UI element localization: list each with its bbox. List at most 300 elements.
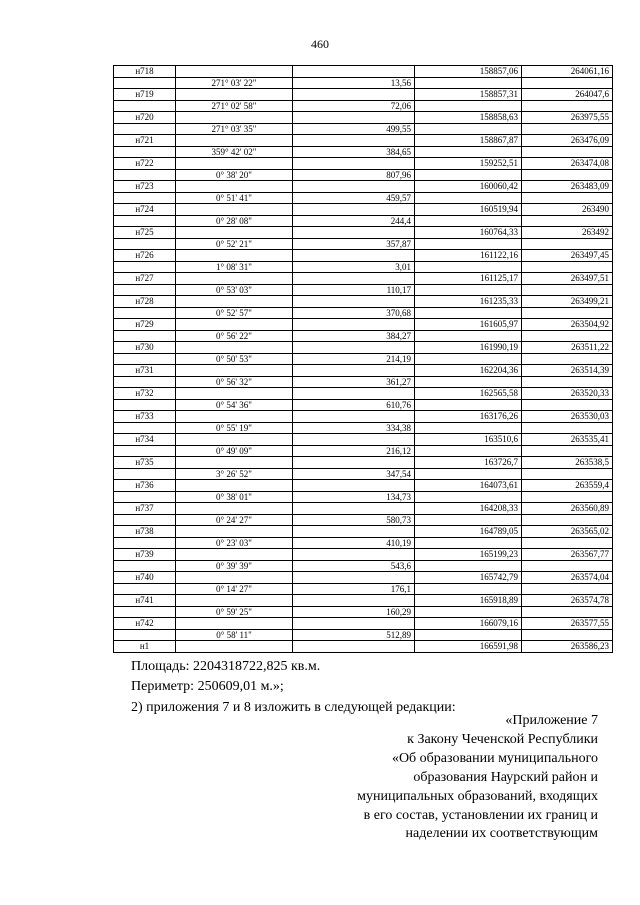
angle-cell: 271° 03' 35" [176,123,293,135]
distance-cell [293,641,415,653]
x-coordinate-cell [415,261,522,273]
x-coordinate-cell: 161605,97 [415,319,522,331]
x-coordinate-cell: 161125,17 [415,273,522,285]
distance-cell: 410,19 [293,537,415,549]
angle-cell: 0° 56' 32" [176,376,293,388]
y-coordinate-cell: 264061,16 [522,66,613,78]
distance-cell [293,618,415,630]
point-cell [114,77,176,89]
distance-cell [293,273,415,285]
x-coordinate-cell [415,468,522,480]
distance-cell [293,89,415,101]
distance-cell [293,365,415,377]
perimeter-text: Периметр: 250609,01 м.»; [131,679,284,694]
y-coordinate-cell: 263514,39 [522,365,613,377]
distance-cell: 134,73 [293,491,415,503]
table-row [114,307,613,319]
angle-cell: 0° 23' 03" [176,537,293,549]
y-coordinate-cell [522,629,613,641]
y-coordinate-cell: 263520,33 [522,388,613,400]
table-row [114,629,613,641]
y-coordinate-cell [522,560,613,572]
x-coordinate-cell: 165918,89 [415,595,522,607]
angle-cell [176,365,293,377]
point-cell [114,169,176,181]
distance-cell: 334,38 [293,422,415,434]
point-cell [114,376,176,388]
y-coordinate-cell: 263586,23 [522,641,613,653]
angle-cell [176,503,293,515]
y-coordinate-cell [522,399,613,411]
x-coordinate-cell: 166591,98 [415,641,522,653]
angle-cell: 0° 39' 39" [176,560,293,572]
table-row [114,77,613,89]
point-cell [114,468,176,480]
y-coordinate-cell [522,537,613,549]
distance-cell: 244,4 [293,215,415,227]
y-coordinate-cell [522,445,613,457]
point-cell [114,560,176,572]
y-coordinate-cell: 263565,02 [522,526,613,538]
angle-cell: 0° 53' 03" [176,284,293,296]
x-coordinate-cell: 164073,61 [415,480,522,492]
point-cell: н740 [114,572,176,584]
y-coordinate-cell [522,77,613,89]
y-coordinate-cell: 263476,09 [522,135,613,147]
x-coordinate-cell: 161990,19 [415,342,522,354]
table-row [114,537,613,549]
distance-cell [293,480,415,492]
distance-cell [293,457,415,469]
angle-cell: 0° 59' 25" [176,606,293,618]
angle-cell [176,250,293,262]
y-coordinate-cell: 263497,51 [522,273,613,285]
angle-cell [176,572,293,584]
point-cell [114,261,176,273]
distance-cell [293,595,415,607]
table-row [114,66,613,78]
distance-cell [293,135,415,147]
table-row [114,572,613,584]
angle-cell [176,296,293,308]
distance-cell [293,549,415,561]
x-coordinate-cell [415,560,522,572]
point-cell: н730 [114,342,176,354]
point-cell: н722 [114,158,176,170]
table-row [114,422,613,434]
y-coordinate-cell: 263577,55 [522,618,613,630]
y-coordinate-cell [522,353,613,365]
table-row [114,434,613,446]
y-coordinate-cell: 263567,77 [522,549,613,561]
page-number: 460 [311,37,329,51]
table-row [114,526,613,538]
angle-cell: 0° 55' 19" [176,422,293,434]
y-coordinate-cell [522,468,613,480]
x-coordinate-cell [415,330,522,342]
x-coordinate-cell: 161122,16 [415,250,522,262]
x-coordinate-cell: 162565,58 [415,388,522,400]
y-coordinate-cell: 263511,22 [522,342,613,354]
point-cell [114,514,176,526]
x-coordinate-cell: 166079,16 [415,618,522,630]
distance-cell: 216,12 [293,445,415,457]
x-coordinate-cell: 160764,33 [415,227,522,239]
angle-cell [176,526,293,538]
x-coordinate-cell [415,445,522,457]
point-cell [114,238,176,250]
amendment-text: 2) приложения 7 и 8 изложить в следующей редакции: [131,700,456,715]
y-coordinate-cell [522,514,613,526]
distance-cell: 214,19 [293,353,415,365]
table-row [114,491,613,503]
x-coordinate-cell [415,376,522,388]
distance-cell: 3,01 [293,261,415,273]
x-coordinate-cell: 163176,26 [415,411,522,423]
table-row [114,342,613,354]
point-cell: н734 [114,434,176,446]
table-row [114,89,613,101]
table-row [114,204,613,216]
y-coordinate-cell: 263560,89 [522,503,613,515]
table-row [114,319,613,331]
point-cell [114,192,176,204]
point-cell: н737 [114,503,176,515]
distance-cell [293,342,415,354]
distance-cell: 160,29 [293,606,415,618]
table-row [114,457,613,469]
table-row [114,158,613,170]
x-coordinate-cell [415,537,522,549]
distance-cell [293,388,415,400]
table-row [114,606,613,618]
point-cell: н719 [114,89,176,101]
y-coordinate-cell: 263483,09 [522,181,613,193]
point-cell [114,353,176,365]
y-coordinate-cell [522,238,613,250]
x-coordinate-cell: 165742,79 [415,572,522,584]
y-coordinate-cell: 264047,6 [522,89,613,101]
table-row [114,146,613,158]
y-coordinate-cell [522,307,613,319]
distance-cell: 512,89 [293,629,415,641]
table-row [114,227,613,239]
point-cell: н724 [114,204,176,216]
angle-cell: 271° 02' 58" [176,100,293,112]
angle-cell [176,388,293,400]
x-coordinate-cell: 162204,36 [415,365,522,377]
appendix-line: к Закону Чеченской Республики [407,731,598,747]
distance-cell [293,227,415,239]
x-coordinate-cell: 163510,6 [415,434,522,446]
point-cell [114,284,176,296]
angle-cell [176,457,293,469]
point-cell: н733 [114,411,176,423]
angle-cell [176,89,293,101]
point-cell: н727 [114,273,176,285]
x-coordinate-cell [415,169,522,181]
distance-cell [293,411,415,423]
angle-cell: 0° 52' 57" [176,307,293,319]
x-coordinate-cell [415,629,522,641]
x-coordinate-cell: 165199,23 [415,549,522,561]
distance-cell: 580,73 [293,514,415,526]
table-row [114,365,613,377]
y-coordinate-cell: 263474,08 [522,158,613,170]
point-cell [114,330,176,342]
distance-cell: 361,27 [293,376,415,388]
angle-cell: 0° 28' 08" [176,215,293,227]
angle-cell [176,66,293,78]
point-cell: н721 [114,135,176,147]
table-row [114,250,613,262]
point-cell: н726 [114,250,176,262]
angle-cell: 0° 56' 22" [176,330,293,342]
point-cell [114,100,176,112]
angle-cell: 271° 03' 22" [176,77,293,89]
angle-cell: 0° 51' 41" [176,192,293,204]
x-coordinate-cell: 164208,33 [415,503,522,515]
table-row [114,273,613,285]
angle-cell [176,411,293,423]
appendix-line: муниципальных образований, входящих [357,788,598,804]
y-coordinate-cell: 263574,78 [522,595,613,607]
y-coordinate-cell: 263530,03 [522,411,613,423]
table-row [114,583,613,595]
x-coordinate-cell [415,491,522,503]
x-coordinate-cell [415,422,522,434]
distance-cell: 807,96 [293,169,415,181]
x-coordinate-cell [415,606,522,618]
angle-cell: 3° 26' 52" [176,468,293,480]
point-cell: н728 [114,296,176,308]
table-row [114,641,613,653]
table-row [114,399,613,411]
angle-cell: 0° 54' 36" [176,399,293,411]
x-coordinate-cell [415,123,522,135]
table-row [114,445,613,457]
table-row [114,330,613,342]
distance-cell: 110,17 [293,284,415,296]
point-cell: н741 [114,595,176,607]
x-coordinate-cell [415,307,522,319]
appendix-line: наделении их соответствующим [405,826,598,842]
y-coordinate-cell [522,422,613,434]
area-text: Площадь: 2204318722,825 кв.м. [131,659,321,674]
y-coordinate-cell: 263574,04 [522,572,613,584]
point-cell: н729 [114,319,176,331]
appendix-line: «Приложение 7 [505,713,598,728]
table-row [114,169,613,181]
point-cell: н720 [114,112,176,124]
x-coordinate-cell [415,215,522,227]
x-coordinate-cell [415,399,522,411]
distance-cell: 13,56 [293,77,415,89]
angle-cell: 0° 14' 27" [176,583,293,595]
angle-cell [176,204,293,216]
table-row [114,123,613,135]
distance-cell [293,66,415,78]
distance-cell: 459,57 [293,192,415,204]
angle-cell: 359° 42' 02" [176,146,293,158]
x-coordinate-cell [415,238,522,250]
angle-cell: 0° 50' 53" [176,353,293,365]
angle-cell [176,227,293,239]
angle-cell [176,480,293,492]
distance-cell: 72,06 [293,100,415,112]
distance-cell: 176,1 [293,583,415,595]
x-coordinate-cell [415,77,522,89]
angle-cell: 0° 38' 20" [176,169,293,181]
distance-cell [293,503,415,515]
y-coordinate-cell [522,606,613,618]
point-cell [114,629,176,641]
angle-cell [176,181,293,193]
point-cell: н736 [114,480,176,492]
angle-cell: 1° 08' 31" [176,261,293,273]
point-cell: н738 [114,526,176,538]
point-cell: н731 [114,365,176,377]
angle-cell [176,273,293,285]
y-coordinate-cell: 263538,5 [522,457,613,469]
y-coordinate-cell [522,100,613,112]
x-coordinate-cell: 161235,33 [415,296,522,308]
table-row [114,181,613,193]
distance-cell: 347,54 [293,468,415,480]
appendix-line: «Об образовании муниципального [391,750,598,766]
y-coordinate-cell [522,583,613,595]
x-coordinate-cell [415,100,522,112]
x-coordinate-cell: 158857,06 [415,66,522,78]
y-coordinate-cell: 263504,92 [522,319,613,331]
angle-cell: 0° 49' 09" [176,445,293,457]
angle-cell [176,595,293,607]
angle-cell [176,434,293,446]
distance-cell [293,204,415,216]
point-cell [114,445,176,457]
y-coordinate-cell [522,261,613,273]
distance-cell [293,112,415,124]
point-cell: н742 [114,618,176,630]
x-coordinate-cell [415,353,522,365]
table-row [114,100,613,112]
y-coordinate-cell [522,146,613,158]
table-row [114,192,613,204]
x-coordinate-cell: 158867,87 [415,135,522,147]
table-row [114,514,613,526]
table-row [114,503,613,515]
angle-cell [176,342,293,354]
point-cell: н1 [114,641,176,653]
angle-cell [176,158,293,170]
point-cell [114,491,176,503]
y-coordinate-cell [522,169,613,181]
point-cell [114,606,176,618]
appendix-line: образования Наурский район и [413,769,598,785]
appendix-heading [198,712,598,844]
distance-cell: 357,87 [293,238,415,250]
y-coordinate-cell [522,376,613,388]
table-row [114,595,613,607]
angle-cell: 0° 24' 27" [176,514,293,526]
distance-cell: 610,76 [293,399,415,411]
table-row [114,261,613,273]
table-row [114,388,613,400]
point-cell [114,537,176,549]
distance-cell: 384,65 [293,146,415,158]
table-row [114,112,613,124]
y-coordinate-cell: 263490 [522,204,613,216]
x-coordinate-cell [415,192,522,204]
angle-cell [176,112,293,124]
distance-cell: 499,55 [293,123,415,135]
distance-cell: 370,68 [293,307,415,319]
y-coordinate-cell: 263492 [522,227,613,239]
point-cell [114,307,176,319]
distance-cell [293,181,415,193]
distance-cell: 384,27 [293,330,415,342]
y-coordinate-cell: 263559,4 [522,480,613,492]
point-cell: н732 [114,388,176,400]
distance-cell [293,319,415,331]
y-coordinate-cell [522,123,613,135]
point-cell [114,146,176,158]
angle-cell [176,618,293,630]
x-coordinate-cell: 159252,51 [415,158,522,170]
x-coordinate-cell [415,284,522,296]
angle-cell: 0° 58' 11" [176,629,293,641]
x-coordinate-cell [415,514,522,526]
x-coordinate-cell: 160060,42 [415,181,522,193]
table-row [114,296,613,308]
distance-cell [293,158,415,170]
y-coordinate-cell [522,192,613,204]
table-row [114,353,613,365]
point-cell: н725 [114,227,176,239]
distance-cell: 543,6 [293,560,415,572]
table-row [114,560,613,572]
coordinates-table-body [114,66,613,653]
table-row [114,215,613,227]
distance-cell [293,434,415,446]
point-cell [114,215,176,227]
y-coordinate-cell [522,330,613,342]
point-cell [114,422,176,434]
x-coordinate-cell [415,146,522,158]
x-coordinate-cell: 163726,7 [415,457,522,469]
table-row [114,284,613,296]
angle-cell: 0° 38' 01" [176,491,293,503]
angle-cell [176,641,293,653]
y-coordinate-cell: 263497,45 [522,250,613,262]
y-coordinate-cell [522,491,613,503]
point-cell: н735 [114,457,176,469]
point-cell [114,583,176,595]
x-coordinate-cell: 158857,31 [415,89,522,101]
table-row [114,549,613,561]
table-row [114,376,613,388]
point-cell: н718 [114,66,176,78]
point-cell [114,123,176,135]
table-row [114,468,613,480]
table-row [114,238,613,250]
table-row [114,618,613,630]
angle-cell: 0° 52' 21" [176,238,293,250]
y-coordinate-cell [522,215,613,227]
x-coordinate-cell [415,583,522,595]
angle-cell [176,135,293,147]
point-cell: н739 [114,549,176,561]
